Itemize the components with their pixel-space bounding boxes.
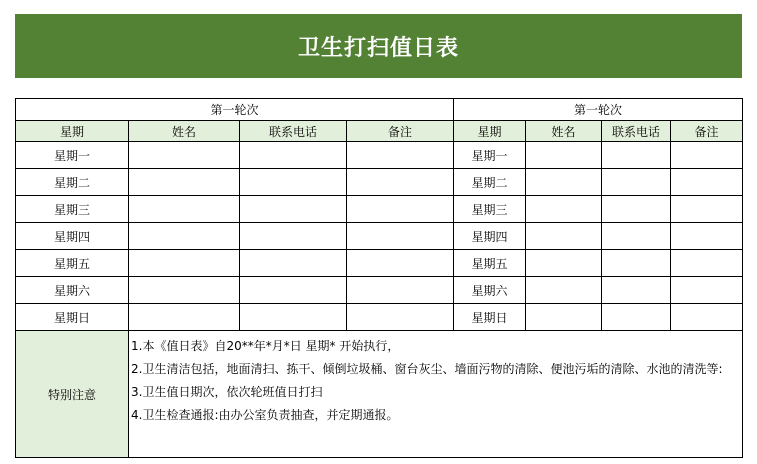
remark-cell[interactable] — [347, 196, 454, 223]
header-name: 姓名 — [129, 121, 240, 142]
page-title: 卫生打扫值日表 — [15, 14, 742, 78]
phone-cell[interactable] — [602, 169, 671, 196]
header-name: 姓名 — [526, 121, 602, 142]
phone-cell[interactable] — [602, 142, 671, 169]
column-header-row — [16, 121, 743, 142]
remark-cell[interactable] — [671, 196, 743, 223]
weekday-cell: 星期五 — [454, 250, 526, 277]
phone-cell[interactable] — [240, 250, 347, 277]
notes-body — [129, 331, 743, 458]
remark-cell[interactable] — [347, 304, 454, 331]
notes-row — [16, 331, 743, 458]
weekday-cell: 星期二 — [16, 169, 129, 196]
weekday-cell: 星期三 — [454, 196, 526, 223]
weekday-cell: 星期四 — [16, 223, 129, 250]
name-cell[interactable] — [526, 223, 602, 250]
remark-cell[interactable] — [347, 250, 454, 277]
remark-cell[interactable] — [671, 304, 743, 331]
phone-cell[interactable] — [240, 169, 347, 196]
weekday-cell: 星期日 — [16, 304, 129, 331]
notes-line: 3.卫生值日期次，依次轮班值日打扫 — [131, 385, 323, 399]
name-cell[interactable] — [526, 250, 602, 277]
remark-cell[interactable] — [671, 250, 743, 277]
round-2-label: 第一轮次 — [454, 99, 743, 121]
name-cell[interactable] — [526, 196, 602, 223]
weekday-cell: 星期六 — [16, 277, 129, 304]
name-cell[interactable] — [129, 304, 240, 331]
notes-label: 特别注意 — [16, 331, 129, 458]
name-cell[interactable] — [129, 196, 240, 223]
remark-cell[interactable] — [347, 223, 454, 250]
remark-cell[interactable] — [671, 223, 743, 250]
table-row — [16, 250, 743, 277]
round-row — [16, 99, 743, 121]
weekday-cell: 星期一 — [454, 142, 526, 169]
weekday-cell: 星期三 — [16, 196, 129, 223]
weekday-cell: 星期六 — [454, 277, 526, 304]
header-weekday: 星期 — [16, 121, 129, 142]
weekday-cell: 星期一 — [16, 142, 129, 169]
phone-cell[interactable] — [602, 277, 671, 304]
table-row — [16, 304, 743, 331]
name-cell[interactable] — [129, 250, 240, 277]
table-row — [16, 223, 743, 250]
header-phone: 联系电话 — [240, 121, 347, 142]
phone-cell[interactable] — [240, 223, 347, 250]
weekday-cell: 星期日 — [454, 304, 526, 331]
name-cell[interactable] — [129, 223, 240, 250]
notes-line: 2.卫生清洁包括，地面清扫、拣干、倾倒垃圾桶、窗台灰尘、墙面污物的清除、便池污垢的清除、水池的清洗等: — [131, 362, 723, 376]
name-cell[interactable] — [526, 277, 602, 304]
weekday-cell: 星期四 — [454, 223, 526, 250]
table-row — [16, 196, 743, 223]
remark-cell[interactable] — [347, 169, 454, 196]
phone-cell[interactable] — [240, 304, 347, 331]
name-cell[interactable] — [129, 142, 240, 169]
table-row — [16, 169, 743, 196]
name-cell[interactable] — [129, 277, 240, 304]
phone-cell[interactable] — [602, 196, 671, 223]
header-phone: 联系电话 — [602, 121, 671, 142]
remark-cell[interactable] — [347, 142, 454, 169]
header-remark: 备注 — [347, 121, 454, 142]
header-weekday: 星期 — [454, 121, 526, 142]
phone-cell[interactable] — [602, 250, 671, 277]
notes-line: 4.卫生检查通报:由办公室负责抽查，并定期通报。 — [131, 408, 399, 422]
round-1-label: 第一轮次 — [16, 99, 454, 121]
weekday-cell: 星期五 — [16, 250, 129, 277]
duty-table — [15, 98, 743, 458]
name-cell[interactable] — [526, 304, 602, 331]
table-row — [16, 142, 743, 169]
remark-cell[interactable] — [347, 277, 454, 304]
header-remark: 备注 — [671, 121, 743, 142]
weekday-cell: 星期二 — [454, 169, 526, 196]
phone-cell[interactable] — [602, 223, 671, 250]
phone-cell[interactable] — [240, 196, 347, 223]
name-cell[interactable] — [129, 169, 240, 196]
table-row — [16, 277, 743, 304]
phone-cell[interactable] — [240, 277, 347, 304]
remark-cell[interactable] — [671, 169, 743, 196]
name-cell[interactable] — [526, 169, 602, 196]
phone-cell[interactable] — [602, 304, 671, 331]
phone-cell[interactable] — [240, 142, 347, 169]
remark-cell[interactable] — [671, 142, 743, 169]
remark-cell[interactable] — [671, 277, 743, 304]
notes-line: 1.本《值日表》自20**年*月*日 星期* 开始执行， — [131, 339, 400, 353]
name-cell[interactable] — [526, 142, 602, 169]
